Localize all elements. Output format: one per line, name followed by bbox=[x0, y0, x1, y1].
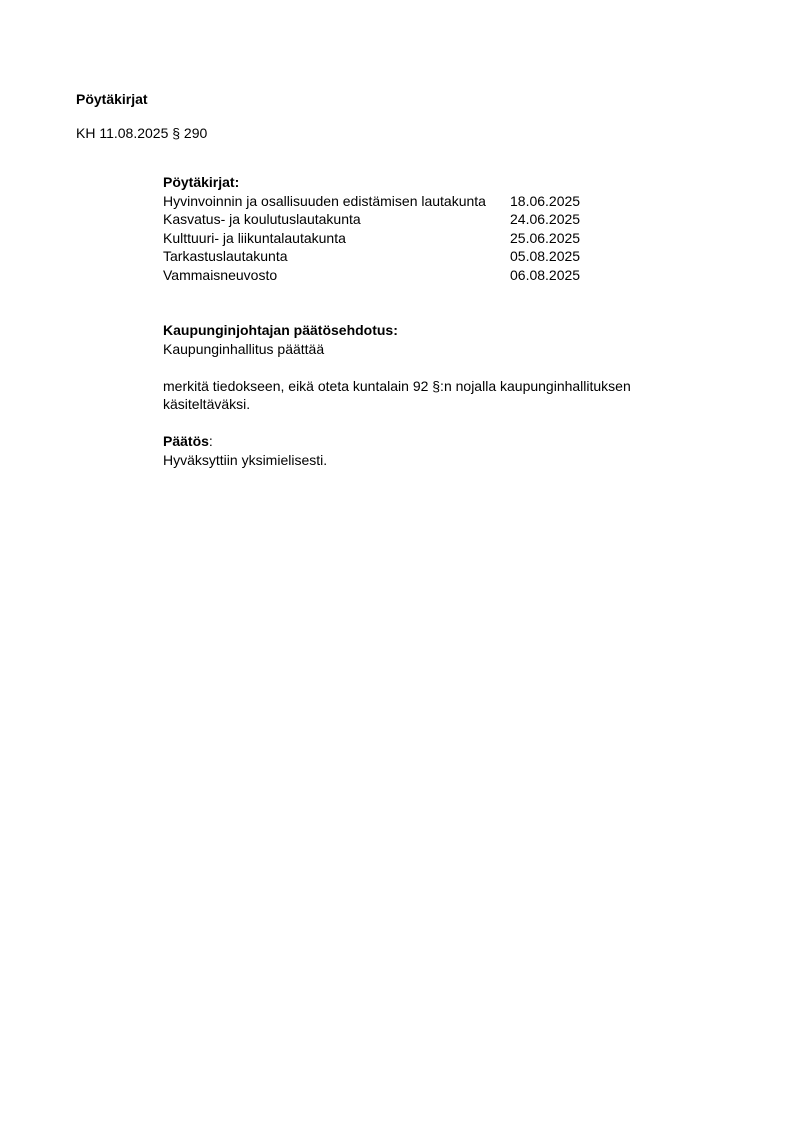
minutes-heading: Pöytäkirjat: bbox=[163, 174, 240, 190]
minutes-date: 05.08.2025 bbox=[510, 248, 581, 264]
minutes-date: 25.06.2025 bbox=[510, 229, 581, 246]
minutes-table bbox=[163, 192, 580, 285]
proposal-text: merkitä tiedokseen, eikä oteta kuntalain 92 §:n nojalla kaupunginhallituksen käsiteltäväksi. bbox=[163, 377, 631, 412]
decision-line bbox=[163, 432, 683, 451]
minutes-date: 06.08.2025 bbox=[510, 266, 581, 283]
table-row bbox=[163, 210, 580, 229]
proposal-section bbox=[163, 321, 683, 469]
decision-label: Päätös bbox=[163, 433, 209, 449]
minutes-date: 18.06.2025 bbox=[510, 192, 581, 209]
minutes-date: 24.06.2025 bbox=[510, 211, 581, 227]
minutes-body-name: Hyvinvoinnin ja osallisuuden edistämisen lautakunta bbox=[163, 192, 486, 209]
table-row bbox=[163, 192, 580, 211]
minutes-body-name: Kasvatus- ja koulutuslautakunta bbox=[163, 211, 361, 227]
minutes-body-name: Kulttuuri- ja liikuntalautakunta bbox=[163, 229, 346, 246]
table-row bbox=[163, 247, 580, 266]
proposal-heading: Kaupunginjohtajan päätösehdotus: bbox=[163, 322, 398, 338]
proposal-intro: Kaupunginhallitus päättää bbox=[163, 340, 325, 357]
minutes-body-name: Vammaisneuvosto bbox=[163, 266, 278, 283]
table-row bbox=[163, 229, 580, 248]
page-title: Pöytäkirjat bbox=[76, 91, 148, 107]
decision-colon: : bbox=[208, 433, 213, 449]
minutes-body-name: Tarkastuslautakunta bbox=[163, 248, 288, 264]
document-body bbox=[163, 173, 683, 469]
meeting-reference: KH 11.08.2025 § 290 bbox=[76, 125, 208, 141]
table-row bbox=[163, 266, 580, 285]
decision-text: Hyväksyttiin yksimielisesti. bbox=[163, 451, 328, 468]
